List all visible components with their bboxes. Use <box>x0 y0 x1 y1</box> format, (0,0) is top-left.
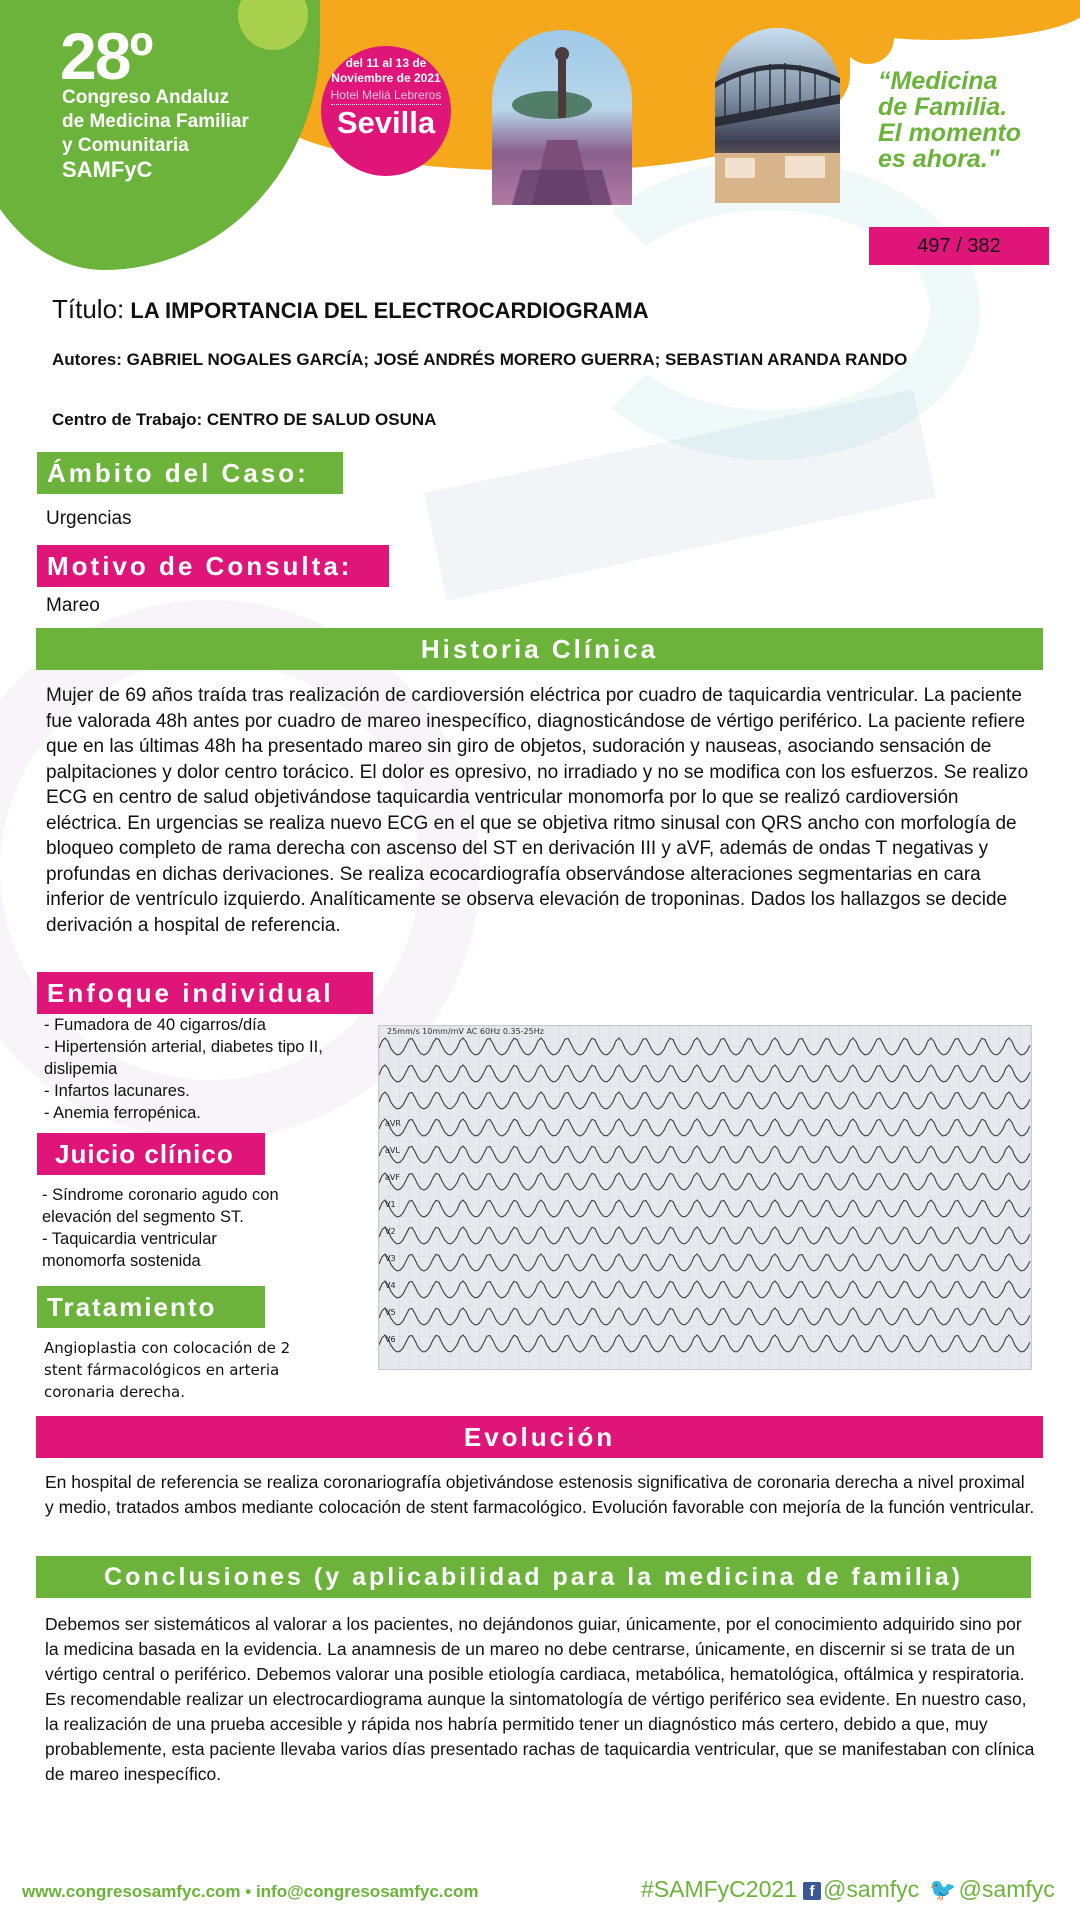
hashtag[interactable]: #SAMFyC2021 <box>641 1876 797 1902</box>
facebook-handle[interactable]: @samfyc <box>822 1876 920 1902</box>
list-item: Angioplastia con colocación de 2 <box>44 1339 291 1357</box>
title-label: Título: <box>52 294 125 324</box>
list-item: monomorfa sostenida <box>42 1252 201 1270</box>
ecg-lead-label: aVR <box>385 1119 401 1128</box>
dates-line: Noviembre de 2021 <box>331 71 441 85</box>
slogan-line: “Medicina <box>878 67 998 95</box>
list-item: - Taquicardia ventricular <box>42 1230 217 1248</box>
list-item: - Anemia ferropénica. <box>44 1104 201 1122</box>
footer-social <box>641 1876 1055 1903</box>
ambito-text: Urgencias <box>46 508 132 529</box>
ecg-header-text: 25mm/s 10mm/mV AC 60Hz 0.35-25Hz <box>387 1027 544 1036</box>
ecg-image <box>378 1025 1032 1370</box>
decor-orange-dot <box>842 12 894 64</box>
ecg-lead-label: V2 <box>385 1227 396 1236</box>
enfoque-list <box>44 1014 323 1124</box>
ecg-lead-label: V1 <box>385 1200 396 1209</box>
list-item: stent fármacológicos en arteria <box>44 1361 280 1379</box>
congress-line: de Medicina Familiar <box>62 111 249 132</box>
ecg-lead-label: aVF <box>385 1173 400 1182</box>
list-item: coronaria derecha. <box>44 1383 185 1401</box>
section-evolucion-title: Evolución <box>36 1416 1043 1458</box>
section-conclusiones-title: Conclusiones (y aplicabilidad para la medicina de familia) <box>36 1556 1031 1598</box>
historia-text: Mujer de 69 años traída tras realización de cardioversión eléctrica por cuadro de taquicardia ventricular. La paciente fue valorada 48h antes por cuadro de mareo inespecífico, diagnosticándose de vértigo periférico. La paciente refiere que en las últimas 48h ha presentado mareo sin giro de objetos, sudoración y nauseas, asociando sensación de palpitaciones y dolor centro torácico. El dolor es opresivo, no irradiado y no se modifica con los esfuerzos. Se realizo ECG en centro de salud objetivándose taquicardia ventricular monomorfa por lo que se realizó cardioversión eléctrica. En urgencias se realiza nuevo ECG en el que se objetiva ritmo sinusal con QRS ancho con morfología de bloqueo completo de rama derecha con ascenso del ST en derivación III y aVF, además de ondas T negativas y profundas en dichas derivaciones. Se realiza ecocardiografía observándose alteraciones segmentarias en cara inferior de ventrículo izquierdo. Analíticamente se observa elevación de troponinas. Dados los hallazgos se decide derivación a hospital de referencia. <box>46 685 1029 936</box>
slogan-line: es ahora." <box>878 145 1000 173</box>
venue: Hotel Meliá Lebreros <box>331 88 442 105</box>
section-enfoque-title: Enfoque individual <box>37 972 373 1014</box>
section-ambito-title: Ámbito del Caso: <box>37 452 343 494</box>
facebook-icon[interactable]: f <box>803 1882 821 1900</box>
section-historia-title: Historia Clínica <box>36 628 1043 670</box>
congress-name <box>62 86 249 182</box>
slogan-line: de Familia. <box>878 93 1008 121</box>
date-venue-badge <box>321 46 451 176</box>
ecg-trace-figure <box>379 1026 1031 1369</box>
congress-line: y Comunitaria <box>62 135 189 156</box>
section-juicio-title: Juicio clínico <box>37 1133 265 1175</box>
congress-org: SAMFyC <box>62 157 153 182</box>
slogan <box>878 68 1021 172</box>
twitter-handle[interactable]: @samfyc <box>958 1876 1055 1902</box>
list-item: dislipemia <box>44 1060 118 1078</box>
slogan-line: El momento <box>878 119 1022 147</box>
section-motivo-title: Motivo de Consulta: <box>37 545 389 587</box>
conclusiones-text: Debemos ser sistemáticos al valorar a los pacientes, no dejándonos guiar, únicamente, por el conocimiento adquirido sino por la medicina basada en la evidencia. La anamnesis de un mareo no debe centrarse, únicamente, en discernir si se trata de un vértigo central o periférico. Debemos valorar una posible etiología cardiaca, metabólica, hematológica, oftálmica y respiratoria. Es recomendable realizar un electrocardiograma aunque la sintomatología de vértigo periférico sea evidente. En nuestro caso, la realización de una prueba accesible y rápida nos habría permitido tener un diagnóstico más certero, debido a que, muy probablemente, esta paciente llevaba varios días presentado rachas de taquicardia ventricular, que se manifestaban con clínica de mareo inespecífico. <box>45 1614 1035 1784</box>
poster-title <box>52 294 649 325</box>
tratamiento-list <box>44 1337 290 1403</box>
evolucion-text: En hospital de referencia se realiza coronariografía objetivándose estenosis significativa de coronaria derecha a nivel proximal y medio, tratados ambos mediante colocación de stent farmacológico. Evolución favorable con mejoría de la función ventricular. <box>45 1472 1035 1517</box>
list-item: - Fumadora de 40 cigarros/día <box>44 1016 266 1034</box>
ecg-lead-label: aVL <box>385 1146 400 1155</box>
dates-line: del 11 al 13 de <box>345 56 427 70</box>
sevilla-bridge-photo <box>715 28 840 203</box>
list-item: - Síndrome coronario agudo con <box>42 1186 279 1204</box>
footer-contact[interactable]: www.congresosamfyc.com • info@congresosamfyc.com <box>22 1882 479 1901</box>
work-center: Centro de Trabajo: CENTRO DE SALUD OSUNA <box>52 410 437 429</box>
juicio-list <box>42 1184 279 1272</box>
list-item: - Infartos lacunares. <box>44 1082 190 1100</box>
city: Sevilla <box>336 105 436 140</box>
motivo-text: Mareo <box>46 595 100 616</box>
ecg-lead-label: V4 <box>385 1281 396 1290</box>
title-text: LA IMPORTANCIA DEL ELECTROCARDIOGRAMA <box>130 298 649 323</box>
twitter-icon[interactable]: 🐦 <box>929 1877 957 1902</box>
authors: Autores: GABRIEL NOGALES GARCÍA; JOSÉ ANDRÉS MORERO GUERRA; SEBASTIAN ARANDA RANDO <box>52 350 908 369</box>
congress-number: 28º <box>60 19 152 93</box>
congress-line: Congreso Andaluz <box>62 87 230 108</box>
ecg-lead-label: V3 <box>385 1254 396 1263</box>
sevilla-statue-photo <box>492 30 632 205</box>
section-tratamiento-title: Tratamiento <box>37 1286 265 1328</box>
ecg-lead-label: V5 <box>385 1308 396 1317</box>
ecg-lead-label: V6 <box>385 1335 396 1344</box>
list-item: - Hipertensión arterial, diabetes tipo II, <box>44 1038 323 1056</box>
list-item: elevación del segmento ST. <box>42 1208 244 1226</box>
poster-counter: 497 / 382 <box>869 227 1049 265</box>
